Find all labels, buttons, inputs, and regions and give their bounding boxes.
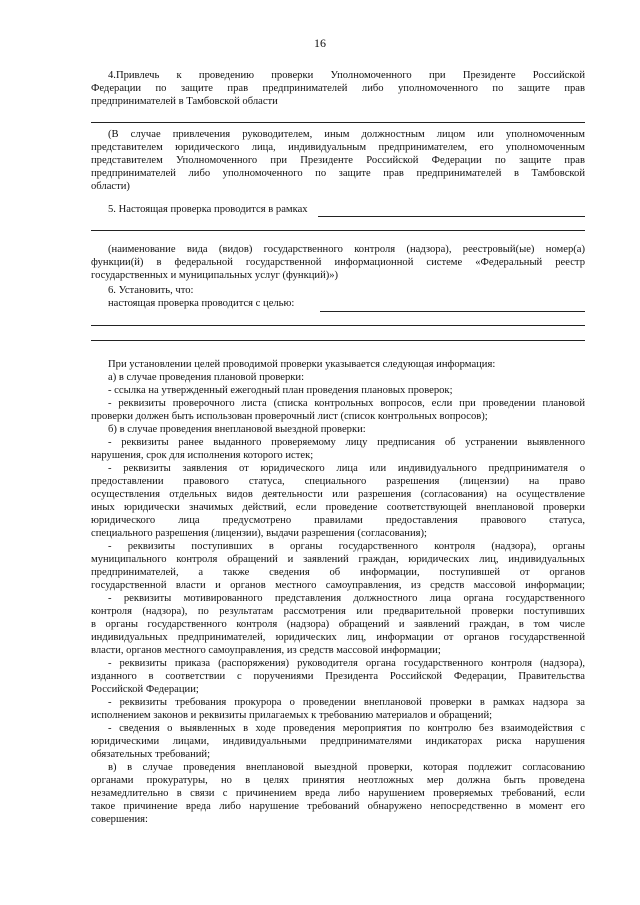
text-line: Российской Федерации; (91, 684, 199, 695)
item-6-paragraph (91, 284, 585, 310)
fill-in-line (91, 325, 585, 326)
item-5-paragraph (91, 203, 585, 216)
text-line: области) (91, 181, 130, 192)
text-line: предпринимателей в Тамбовской области (91, 96, 278, 107)
page-number: 16 (314, 36, 326, 50)
text-line: б) в случае проведения внеплановой выездной проверки: (108, 424, 366, 435)
text-line: исполнением законов и реквизиты прилагаемых к требованию материалов и обращений; (91, 710, 493, 721)
text-line: - сведения о выявленных в ходе проведения мероприятия по контролю без взаимодействия с (108, 723, 585, 734)
text-line: а) в случае проведения плановой проверки: (108, 372, 305, 383)
fill-in-line (320, 311, 585, 312)
item-4-paragraph (91, 69, 585, 108)
text-line: настоящая проверка проводится с целью: (108, 298, 295, 309)
text-line: в органы государственного контроля (надзора) обращений и заявлений граждан, в том числе (91, 619, 585, 630)
text-line: нарушения, срок для исполнения которого истек; (91, 450, 314, 461)
fill-in-line (91, 340, 585, 341)
text-line: - ссылка на утвержденный ежегодный план проведения плановых проверок; (108, 385, 453, 396)
text-line: предоставлении правового статуса, специального разрешения (лицензии) на право (91, 476, 585, 487)
text-line: - реквизиты проверочного листа (списка контрольных вопросов, если при проведении плановой (108, 398, 585, 409)
text-line: представителем Уполномоченного при Президенте Российской Федерации по защите прав (91, 155, 585, 166)
text-line: функции(й) в федеральной государственной информационной системе «Федеральный реестр (91, 257, 585, 268)
text-line: проверки должен быть использован проверочный лист (список контрольных вопросов); (91, 411, 488, 422)
text-line: - реквизиты ранее выданного проверяемому лицу предписания об устранении выявленного (108, 437, 585, 448)
text-line: - реквизиты заявления от юридического лица или индивидуального предпринимателя о (108, 463, 585, 474)
text-line: изданного в соответствии с поручениями Президента Российской Федерации, Правительства (91, 671, 585, 682)
text-line: такое причинение вреда либо нарушение требований обнаружено непосредственно в момент его (91, 801, 585, 812)
fill-in-line (318, 216, 585, 217)
note-1-paragraph (91, 128, 585, 193)
text-line: (наименование вида (видов) государственного контроля (надзора), реестровый(ые) номер(а) (108, 244, 585, 255)
note-2-paragraph (91, 243, 585, 282)
text-line: осуществления отдельных видов деятельности или разрешения (согласования) на осуществление (91, 489, 585, 500)
text-line: (В случае привлечения руководителем, иным должностным лицом или уполномоченным (108, 129, 585, 140)
text-line: обязательных требований; (91, 749, 211, 760)
text-line: 6. Установить, что: (108, 285, 194, 296)
text-line: 5. Настоящая проверка проводится в рамках (108, 204, 308, 215)
text-line: в) в случае проведения внеплановой выездной проверки, которая подлежит согласованию (108, 762, 585, 773)
text-line: - реквизиты требования прокурора о проведении внеплановой проверки в рамках надзора за (108, 697, 585, 708)
text-line: предпринимателей, а также сведения об информации, поступившей от органов (91, 567, 585, 578)
text-line: государственных и муниципальных услуг (функций)») (91, 270, 339, 281)
fill-in-line (91, 230, 585, 231)
text-line: При установлении целей проводимой проверки указывается следующая информация: (108, 359, 496, 370)
fill-in-line (91, 122, 585, 123)
text-line: совершения: (91, 814, 148, 825)
text-line: юридическими лицами, индивидуальными предпринимателями индикаторах риска нарушения (91, 736, 585, 747)
text-line: 4.Привлечь к проведению проверки Уполномоченного при Президенте Российской (108, 70, 585, 81)
goals-section (91, 358, 585, 826)
text-line: - реквизиты мотивированного представления должностного лица органа государственного (108, 593, 585, 604)
text-line: специального разрешения (лицензии), выдачи разрешения (согласования); (91, 528, 427, 539)
text-line: контроля (надзора), по результатам рассмотрения или предварительной проверки поступивших (91, 606, 585, 617)
text-line: - реквизиты поступивших в органы государственного контроля (надзора), органы (108, 541, 585, 552)
text-line: представителем юридического лица, индивидуальным предпринимателем, его уполномоченным (91, 142, 585, 153)
text-line: государственной власти и органов местного самоуправления, из средств массовой информации; (91, 580, 585, 591)
text-line: незамедлительно в связи с причинением вреда либо нарушением проверяемых требований, если (91, 788, 585, 799)
text-line: муниципального контроля обращений и заявлений граждан, юридических лиц, индивидуальных (91, 554, 585, 565)
text-line: предпринимателей либо уполномоченного по защите прав предпринимателей в Тамбовской (91, 168, 585, 179)
text-line: Федерации по защите прав предпринимателей либо уполномоченного по защите прав (91, 83, 585, 94)
text-line: власти, органов местного самоуправления, из средств массовой информации; (91, 645, 441, 656)
text-line: юридического лица предусмотрено правилами предоставления правового статуса, (91, 515, 585, 526)
text-line: индивидуальных предпринимателей, юридических лиц, информации от органов государственной (91, 632, 585, 643)
text-line: органами прокуратуры, но в целях принятия неотложных мер должна быть проведена (91, 775, 585, 786)
text-line: - реквизиты приказа (распоряжения) руководителя органа государственного контроля (надзора), (108, 658, 585, 669)
text-line: иных юридически значимых действий, если проведение соответствующей внеплановой проверки (91, 502, 585, 513)
